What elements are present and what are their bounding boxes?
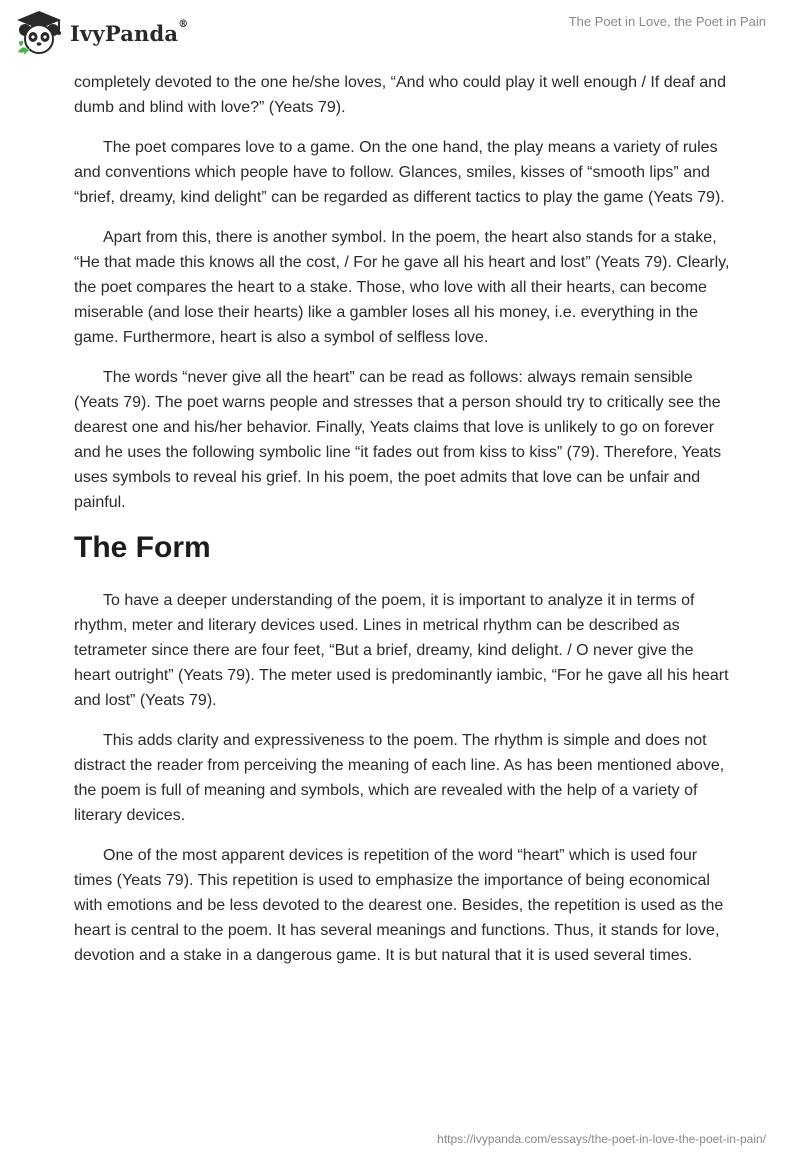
- running-title: The Poet in Love, the Poet in Pain: [568, 14, 766, 29]
- paragraph: completely devoted to the one he/she loves, “And who could play it well enough / If deaf and dumb and blind with love?” (Yeats 79).: [74, 74, 726, 116]
- paragraph: Apart from this, there is another symbol. In the poem, the heart also stands for a stake, “He that made this knows all the cost, / For he gave all his heart and lost” (Yeats 79). Clearly, the poet compares the heart to a stake. Those, who love with all their hearts, can become miserable (and lose their hearts) like a gambler loses all his money, i.e. everything in the game. Furthermore, heart is also a symbol of selfless love.: [74, 229, 730, 346]
- paragraph: To have a deeper understanding of the poem, it is important to analyze it in terms of rhythm, meter and literary devices used. Lines in metrical rhythm can be described as tetrameter since there are four feet, “But a brief, dreamy, kind delight. / O never give the heart outright” (Yeats 79). The meter used is predominantly iambic, “For he gave all his heart and lost” (Yeats 79).: [74, 592, 729, 709]
- page-header: [0, 0, 800, 66]
- panda-graduate-logo-icon: [14, 8, 64, 58]
- paragraph: The words “never give all the heart” can be read as follows: always remain sensible (Yeats 79). The poet warns people and stresses that a person should try to critically see the dearest one and his/her behavior. Finally, Yeats claims that love is unlikely to go on forever and he uses the following symbolic line “it fades out from kiss to kiss” (79). Therefore, Yeats uses symbols to reveal his grief. In his poem, the poet admits that love can be unfair and painful.: [74, 369, 722, 511]
- registered-mark: ®: [178, 18, 189, 30]
- brand-name: IvyPanda®: [70, 18, 189, 46]
- ivypanda-logo[interactable]: [14, 8, 188, 58]
- source-url-link[interactable]: https://ivypanda.com/essays/the-poet-in-love-the-poet-in-pain/: [437, 1132, 766, 1146]
- paragraph: This adds clarity and expressiveness to the poem. The rhythm is simple and does not distract the reader from perceiving the meaning of each line. As has been mentioned above, the poem is full of meaning and symbols, which are revealed with the help of a variety of literary devices.: [74, 732, 725, 824]
- paragraph: One of the most apparent devices is repetition of the word “heart” which is used four times (Yeats 79). This repetition is used to emphasize the importance of being economical with emotions and be less devoted to the dearest one. Besides, the repetition is used as the heart is central to the poem. It has several meanings and functions. Thus, it stands for love, devotion and a stake in a dangerous game. It is but natural that it is used several times.: [74, 847, 724, 964]
- paragraph: The poet compares love to a game. On the one hand, the play means a variety of rules and conventions which people have to follow. Glances, smiles, kisses of “smooth lips” and “brief, dreamy, kind delight” can be regarded as different tactics to play the game (Yeats 79).: [74, 139, 725, 206]
- essay-body: [74, 70, 734, 983]
- section-heading: The Form: [74, 531, 211, 564]
